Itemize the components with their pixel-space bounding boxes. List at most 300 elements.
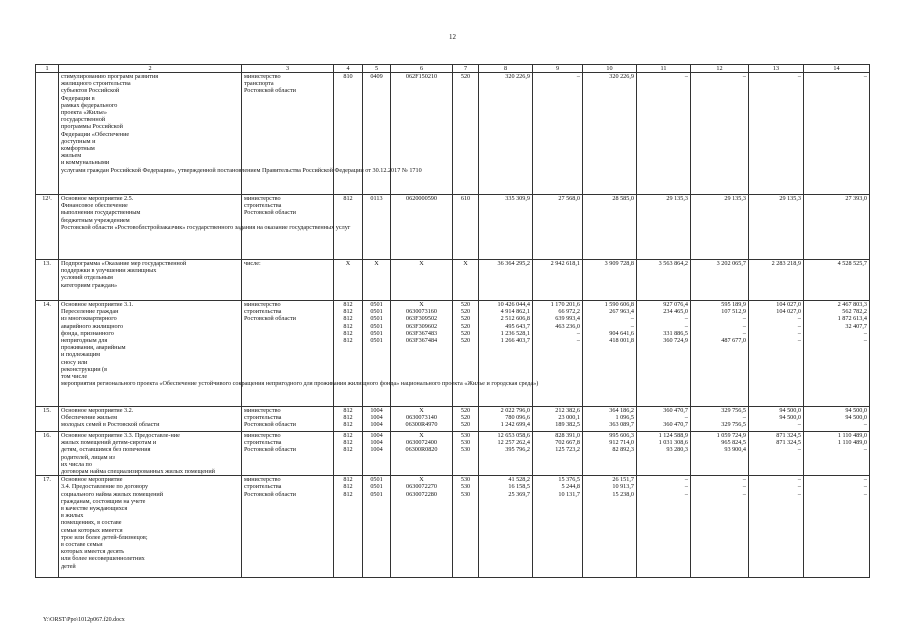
text-line: и коммунальными: [61, 159, 110, 167]
row-executor: [242, 407, 334, 432]
cell-value: 812: [343, 407, 353, 414]
text-line: бюджетным учреждением: [61, 216, 130, 224]
text-line: Финансовое обеспечение: [61, 202, 128, 210]
cell-c10: [583, 301, 637, 407]
cell-value: 463 236,0: [555, 322, 580, 330]
text-line: министерство: [244, 73, 281, 80]
text-line: договорам найма специализированных жилых помещений: [61, 468, 215, 476]
cell-c10: [583, 73, 637, 195]
cell-value: 0501: [370, 315, 383, 323]
text-line: проекта «Жилье»: [61, 109, 108, 117]
cell-value: 0630072400: [406, 439, 437, 447]
text-line: фонда, признанного: [61, 329, 114, 337]
cell-value: 595 189,9: [721, 301, 746, 308]
cell-value: 0501: [370, 301, 383, 308]
cell-value: 2 022 796,0: [500, 407, 530, 414]
cell-c8: [479, 301, 533, 407]
text-line: министерство: [244, 476, 281, 484]
text-line: помещениях, в составе: [61, 519, 122, 527]
text-line: родителей, лицам из: [61, 453, 115, 461]
cell-value: 29 135,3: [779, 195, 801, 202]
cell-value: X: [463, 260, 468, 267]
cell-value: 965 824,5: [721, 439, 746, 447]
cell-value: 520: [460, 308, 471, 316]
cell-value: –: [797, 329, 801, 337]
text-line: проживания, аварийным: [61, 344, 126, 352]
cell-c6: [391, 195, 453, 260]
cell-c8: [479, 476, 533, 578]
cell-value: 329 756,5: [721, 407, 746, 414]
column-header: 4: [334, 65, 363, 73]
text-line: и подлежащим: [61, 351, 101, 359]
cell-c8: [479, 73, 533, 195]
cell-c13: [749, 73, 804, 195]
page-number: 12: [449, 33, 456, 41]
text-line: 3.4. Предоставление по договору: [61, 483, 149, 491]
cell-value: 107 512,9: [721, 308, 746, 316]
cell-value: X: [419, 260, 424, 267]
header-row: [36, 65, 870, 73]
cell-value: –: [684, 73, 688, 80]
cell-value: 1004: [370, 407, 383, 414]
cell-c12: [691, 260, 749, 301]
cell-c9: [533, 432, 583, 476]
cell-value: 0501: [370, 483, 383, 491]
cell-c12: [691, 301, 749, 407]
cell-value: 29 135,3: [666, 195, 688, 202]
cell-value: –: [630, 322, 634, 330]
cell-value: 912 714,0: [609, 439, 634, 447]
text-line: из многоквартирного: [61, 315, 117, 323]
cell-value: 320 226,9: [609, 73, 634, 80]
cell-c10: [583, 260, 637, 301]
cell-value: 520: [460, 301, 471, 308]
column-header: 9: [533, 65, 583, 73]
cell-value: 780 096,6: [505, 414, 530, 422]
cell-value: 0620000590: [406, 195, 437, 202]
column-header: 14: [804, 65, 870, 73]
row-number: 15.: [36, 407, 59, 432]
cell-value: 0501: [370, 490, 383, 498]
cell-value: 530: [460, 483, 471, 491]
cell-c12: [691, 73, 749, 195]
text-line: аварийного жилищного: [61, 322, 124, 330]
cell-value: 94 500,0: [845, 407, 867, 414]
text-line: в составе семьи: [61, 541, 103, 549]
row-executor: [242, 260, 334, 301]
cell-value: 1004: [370, 432, 383, 439]
cell-value: –: [797, 322, 801, 330]
cell-value: 812: [343, 301, 353, 308]
cell-c14: [804, 407, 870, 432]
row-number: 17.: [36, 476, 59, 578]
cell-c11: [637, 260, 691, 301]
cell-c6: [391, 301, 453, 407]
cell-value: 32 407,7: [845, 322, 867, 330]
cell-c9: [533, 301, 583, 407]
text-line: детям, оставшимся без попечения: [61, 446, 151, 454]
cell-c9: [533, 476, 583, 578]
cell-value: 4 914 862,1: [500, 308, 530, 316]
text-line: их числа по: [61, 460, 92, 468]
cell-value: 0501: [370, 322, 383, 330]
cell-c12: [691, 195, 749, 260]
table-row: [36, 476, 870, 578]
cell-value: 189 382,5: [555, 421, 580, 429]
cell-value: 1004: [370, 439, 383, 447]
cell-c5: [363, 301, 391, 407]
cell-value: 562 782,2: [842, 308, 867, 316]
cell-value: –: [576, 73, 580, 80]
column-header: 10: [583, 65, 637, 73]
cell-value: 82 892,3: [612, 446, 634, 454]
cell-value: 15 376,5: [558, 476, 580, 484]
cell-c11: [637, 195, 691, 260]
text-line: государственной: [61, 116, 106, 124]
cell-value: 212 382,6: [555, 407, 580, 414]
text-line: транспорта: [244, 80, 274, 88]
cell-value: 27 568,0: [558, 195, 580, 202]
cell-value: 1 590 606,8: [604, 301, 634, 308]
cell-value: –: [684, 490, 688, 498]
text-line: Ростовской области: [244, 87, 296, 95]
cell-c4: [334, 73, 363, 195]
column-header: 7: [453, 65, 479, 73]
cell-value: 0630073140: [406, 414, 437, 422]
cell-c9: [533, 73, 583, 195]
cell-c5: [363, 260, 391, 301]
cell-value: 331 886,5: [663, 329, 688, 337]
cell-value: 520: [460, 73, 471, 80]
text-line: строительства: [244, 483, 282, 491]
cell-value: 1 110 489,0: [837, 439, 867, 447]
cell-c4: [334, 407, 363, 432]
text-line: непригодным для: [61, 337, 108, 345]
cell-value: 1 110 489,0: [837, 432, 867, 439]
cell-value: 94 500,0: [779, 407, 801, 414]
cell-value: 0409: [370, 73, 383, 80]
cell-value: 1 872 613,4: [837, 315, 867, 323]
cell-c14: [804, 195, 870, 260]
cell-value: 520: [460, 421, 471, 429]
cell-value: 0630073160: [406, 308, 437, 316]
cell-value: –: [863, 73, 867, 80]
cell-value: 904 641,6: [609, 329, 634, 337]
cell-value: 125 723,2: [555, 446, 580, 454]
cell-value: 062F150210: [405, 73, 438, 80]
cell-value: 0501: [370, 329, 383, 337]
text-line: или более несовершеннолетних: [61, 555, 145, 563]
cell-value: 812: [343, 308, 353, 316]
cell-value: 1 031 308,6: [658, 439, 688, 447]
cell-value: –: [742, 490, 746, 498]
cell-value: 995 606,3: [609, 432, 634, 439]
cell-value: 5 244,8: [561, 483, 580, 491]
text-line: Основное мероприятие 3.3. Предоставле-ние: [61, 432, 180, 439]
cell-value: 520: [460, 315, 471, 323]
text-line: строительства: [244, 439, 282, 447]
cell-value: 812: [343, 195, 353, 202]
cell-value: 0501: [370, 308, 383, 316]
cell-value: 2 283 218,9: [771, 260, 801, 267]
cell-value: 1 124 588,9: [658, 432, 688, 439]
text-line: молодых семей в Ростовской области: [61, 421, 160, 429]
text-line: гражданам, состоящим на учете: [61, 497, 146, 505]
cell-value: 395 796,2: [505, 446, 530, 454]
text-line: рамках федерального: [61, 101, 118, 109]
text-line: Федерации в: [61, 94, 95, 102]
cell-value: –: [742, 414, 746, 422]
cell-value: 12 257 262,4: [497, 439, 530, 447]
cell-value: –: [797, 315, 801, 323]
text-line: которых имеется десять: [61, 548, 125, 556]
text-line: жилищного строительства: [61, 80, 131, 88]
cell-c14: [804, 476, 870, 578]
text-line: сносу или: [61, 358, 88, 366]
cell-value: –: [684, 483, 688, 491]
cell-value: 812: [343, 432, 353, 439]
cell-value: 10 131,7: [558, 490, 580, 498]
cell-value: 520: [460, 337, 471, 345]
text-line: Ростовской области: [244, 209, 296, 217]
column-header: 5: [363, 65, 391, 73]
cell-value: 26 151,7: [612, 476, 634, 484]
cell-c6: [391, 260, 453, 301]
cell-value: –: [863, 329, 867, 337]
cell-value: 360 470,7: [663, 407, 688, 414]
cell-c11: [637, 73, 691, 195]
cell-c13: [749, 301, 804, 407]
cell-c10: [583, 432, 637, 476]
table-row: [36, 73, 870, 195]
column-header: 2: [59, 65, 242, 73]
cell-value: 104 027,0: [776, 301, 801, 308]
cell-value: 871 324,5: [776, 432, 801, 439]
cell-value: 360 470,7: [663, 421, 688, 429]
cell-c10: [583, 476, 637, 578]
cell-value: 812: [343, 439, 353, 447]
cell-c7: [453, 260, 479, 301]
row-number: 16.: [36, 432, 59, 476]
cell-value: –: [797, 483, 801, 491]
cell-c12: [691, 407, 749, 432]
cell-c4: [334, 476, 363, 578]
cell-value: 1004: [370, 421, 383, 429]
text-line: Ростовской области: [244, 446, 296, 454]
text-line: комфортным: [61, 145, 95, 153]
text-line: строительства: [244, 308, 282, 316]
cell-value: 360 724,9: [663, 337, 688, 345]
cell-value: –: [684, 414, 688, 422]
row-number: 13.: [36, 260, 59, 301]
cell-c8: [479, 407, 533, 432]
text-line: Обеспечение жильем: [61, 414, 118, 422]
cell-value: –: [742, 322, 746, 330]
cell-value: 530: [460, 439, 471, 447]
cell-c4: [334, 432, 363, 476]
budget-table: [35, 64, 870, 578]
row-number: 14.: [36, 301, 59, 407]
cell-c14: [804, 432, 870, 476]
table-row: [36, 301, 870, 407]
cell-value: 363 089,7: [609, 421, 634, 429]
text-line: Ростовской области: [244, 490, 296, 498]
cell-value: 812: [343, 322, 353, 330]
cell-value: –: [863, 446, 867, 454]
cell-c4: [334, 260, 363, 301]
row-description: [59, 432, 242, 476]
cell-c11: [637, 407, 691, 432]
cell-value: 812: [343, 421, 353, 429]
cell-value: 530: [460, 446, 471, 454]
cell-value: 1 096,5: [615, 414, 634, 422]
cell-c6: [391, 407, 453, 432]
cell-c11: [637, 301, 691, 407]
cell-value: 0501: [370, 337, 383, 345]
cell-value: 320 226,9: [505, 73, 530, 80]
cell-value: 2 512 606,8: [500, 315, 530, 323]
text-line: том числе: [61, 373, 88, 381]
cell-value: 871 324,5: [776, 439, 801, 447]
cell-value: 063F309502: [405, 315, 438, 323]
cell-value: 927 076,4: [663, 301, 688, 308]
row-description: [59, 260, 242, 301]
cell-value: 702 667,8: [555, 439, 580, 447]
cell-value: 812: [343, 329, 353, 337]
cell-value: X: [419, 476, 424, 484]
row-number: 12¹.: [36, 195, 59, 260]
cell-value: X: [419, 301, 424, 308]
text-line: Основное мероприятие 2.5.: [61, 195, 134, 202]
text-line: Ростовской области «Ростовоблстройзаказчик» государственного задания на оказание государственных услуг: [61, 223, 351, 231]
cell-c7: [453, 195, 479, 260]
cell-value: 520: [460, 329, 471, 337]
cell-value: 0630072270: [406, 483, 437, 491]
cell-value: –: [797, 337, 801, 345]
cell-value: 1 266 403,7: [500, 337, 530, 345]
cell-c13: [749, 476, 804, 578]
cell-value: 3 563 864,2: [658, 260, 688, 267]
text-line: министерство: [244, 195, 281, 202]
cell-value: 0630072280: [406, 490, 437, 498]
text-line: мероприятия регионального проекта «Обеспечение устойчивого сокращения непригодного для проживания жилищного фонда» национального проекта «Жилье и городская среда»): [61, 380, 539, 388]
cell-value: –: [742, 315, 746, 323]
cell-c8: [479, 195, 533, 260]
cell-value: 063F309602: [405, 322, 438, 330]
row-executor: [242, 73, 334, 195]
cell-value: 41 528,2: [508, 476, 530, 484]
cell-c5: [363, 432, 391, 476]
cell-value: 530: [460, 490, 471, 498]
cell-c4: [334, 301, 363, 407]
cell-value: –: [742, 329, 746, 337]
cell-value: 28 585,0: [612, 195, 634, 202]
cell-value: 1 170 201,6: [550, 301, 580, 308]
text-line: социального найма жилых помещений: [61, 490, 164, 498]
cell-c12: [691, 432, 749, 476]
cell-value: 94 500,0: [779, 414, 801, 422]
cell-value: 812: [343, 315, 353, 323]
text-line: услугами граждан Российской Федерации», утвержденной постановлением Правительства Российской Федерации от 30.12.2017 № 1710: [61, 166, 422, 174]
cell-value: –: [684, 315, 688, 323]
cell-value: –: [863, 476, 867, 484]
cell-c5: [363, 407, 391, 432]
cell-value: –: [684, 476, 688, 484]
cell-value: 10 426 044,4: [497, 301, 530, 308]
text-line: Основное мероприятие 3.2.: [61, 407, 134, 414]
column-header: 6: [391, 65, 453, 73]
cell-value: –: [742, 476, 746, 484]
cell-value: 812: [343, 490, 353, 498]
cell-value: –: [863, 483, 867, 491]
table-row: [36, 407, 870, 432]
row-executor: [242, 476, 334, 578]
cell-c5: [363, 476, 391, 578]
cell-value: 66 972,2: [558, 308, 580, 316]
cell-c5: [363, 73, 391, 195]
cell-c9: [533, 260, 583, 301]
column-header: 12: [691, 65, 749, 73]
text-line: министерство: [244, 301, 281, 308]
cell-value: –: [797, 421, 801, 429]
cell-c9: [533, 407, 583, 432]
table-row: [36, 432, 870, 476]
text-line: категориям граждан»: [61, 281, 118, 289]
text-line: условий отдельным: [61, 274, 113, 282]
cell-value: 3 202 065,7: [716, 260, 746, 267]
text-line: стимулированию программ развития: [61, 73, 159, 80]
cell-value: 487 677,0: [721, 337, 746, 345]
cell-value: 36 364 295,2: [497, 260, 530, 267]
column-header: 8: [479, 65, 533, 73]
cell-value: 4 528 525,7: [837, 260, 867, 267]
cell-c8: [479, 260, 533, 301]
cell-value: 812: [343, 337, 353, 345]
text-line: поддержки в улучшении жилищных: [61, 267, 157, 275]
column-header: 3: [242, 65, 334, 73]
cell-value: 812: [343, 414, 353, 422]
cell-c6: [391, 432, 453, 476]
cell-value: 1 242 699,4: [500, 421, 530, 429]
text-line: реконструкции (в: [61, 365, 108, 373]
text-line: в жилых: [61, 512, 84, 520]
cell-c11: [637, 432, 691, 476]
cell-value: 812: [343, 483, 353, 491]
cell-value: 2 467 803,3: [837, 301, 867, 308]
text-line: трое или более детей-близнецов;: [61, 533, 148, 541]
cell-value: 93 280,3: [666, 446, 688, 454]
cell-value: 520: [460, 414, 471, 422]
cell-value: 610: [460, 195, 471, 202]
text-line: строительства: [244, 414, 282, 422]
text-line: министерство: [244, 407, 281, 414]
text-line: семьи которых имеется: [61, 526, 123, 534]
text-line: жилых помещений детям-сиротам и: [61, 439, 157, 447]
cell-value: 530: [460, 432, 471, 439]
cell-value: –: [797, 73, 801, 80]
text-line: Подпрограмма «Оказание мер государственной: [61, 260, 187, 267]
cell-value: –: [576, 337, 580, 345]
text-line: Основное мероприятие 3.1.: [61, 301, 134, 308]
cell-value: 29 135,3: [724, 195, 746, 202]
cell-c8: [479, 432, 533, 476]
column-header: 13: [749, 65, 804, 73]
cell-value: –: [742, 483, 746, 491]
cell-value: 1 236 528,1: [500, 329, 530, 337]
text-line: числе:: [244, 260, 261, 267]
cell-value: 335 309,9: [505, 195, 530, 202]
cell-value: 495 643,7: [505, 322, 530, 330]
